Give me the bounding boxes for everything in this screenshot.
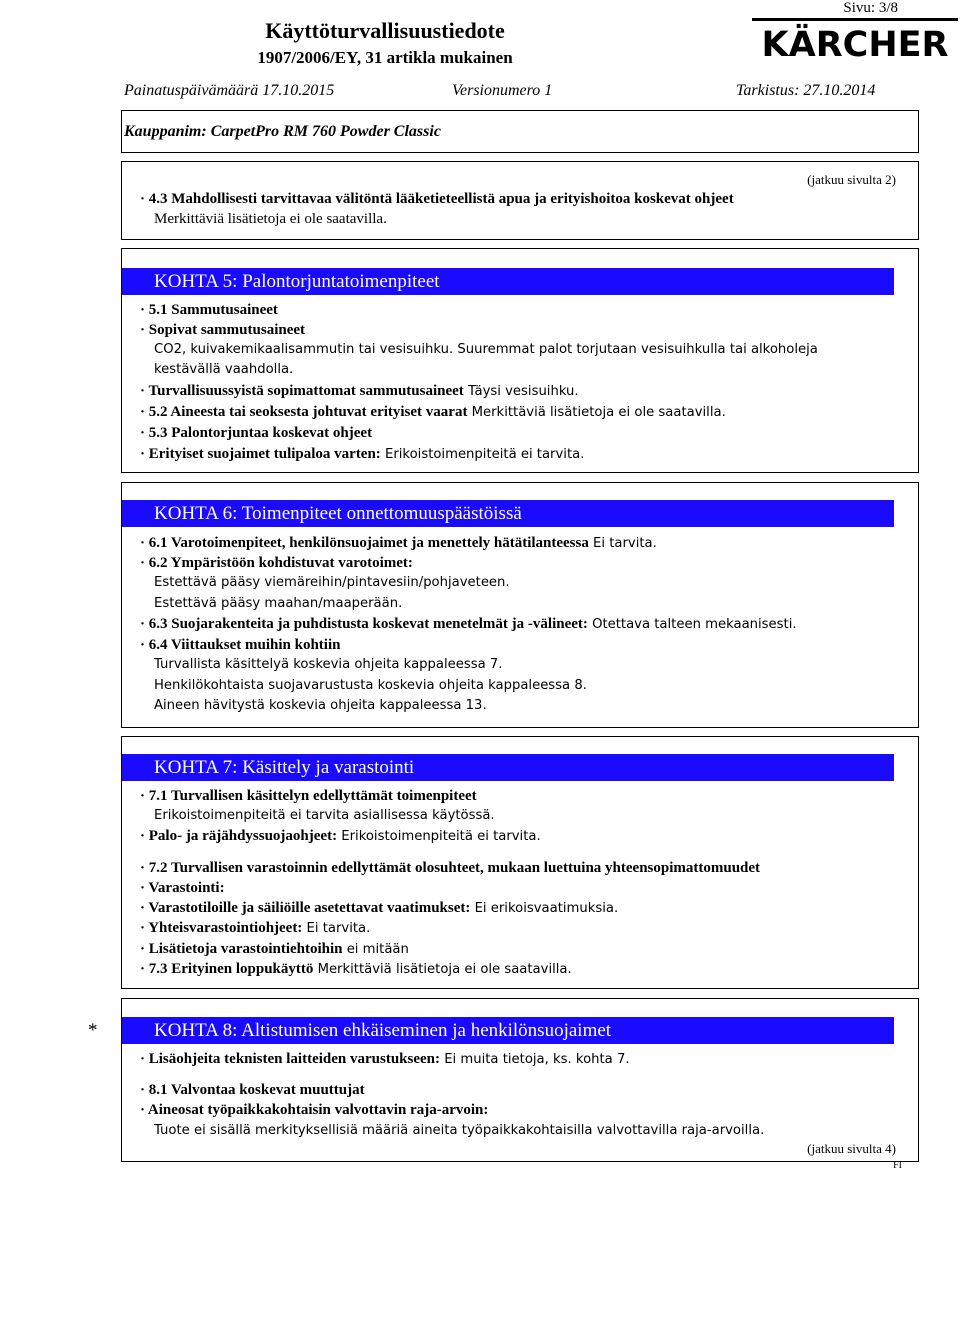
- s5-line-3: CO2, kuivakemikaalisammutin tai vesisuihku. Suuremmat palot torjutaan vesisuihkulla tai alkoholeja: [154, 342, 818, 357]
- s6-line-4: Estettävä pääsy maahan/maaperään.: [154, 596, 403, 611]
- s8-line-1: · Lisäohjeita teknisten laitteiden varustukseen: Ei muita tietoja, ks. kohta 7.: [140, 1051, 630, 1067]
- karcher-logo: [752, 18, 958, 62]
- s5-line-2: · Sopivat sammutusaineet: [140, 322, 306, 338]
- product-box: [121, 110, 919, 153]
- document-subtitle: 1907/2006/EY, 31 artikla mukainen: [257, 48, 513, 67]
- continued-from: (jatkuu sivulta 2): [807, 172, 896, 187]
- s7-line-8: · Lisätietoja varastointiehtoihin ei mitään: [140, 941, 409, 957]
- s8-line-4: Tuote ei sisällä merkityksellisiä määriä aineita työpaikkakohtaisilla valvottavilla raja-arvoilla.: [154, 1123, 765, 1138]
- product-name: Kauppanim: CarpetPro RM 760 Powder Classic: [124, 123, 441, 140]
- page-number: Sivu: 3/8: [843, 0, 898, 16]
- s7-line-5: · Varastointi:: [140, 880, 225, 896]
- s6-line-2: · 6.2 Ympäristöön kohdistuvat varotoimet:: [140, 555, 413, 571]
- logo-text: KÄRCHER: [761, 25, 949, 62]
- s6-line-1: · 6.1 Varotoimenpiteet, henkilönsuojaimet ja menettely hätätilanteessa Ei tarvita.: [140, 535, 657, 551]
- s7-line-7: · Yhteisvarastointiohjeet: Ei tarvita.: [140, 920, 371, 936]
- s5-line-5: · Turvallisuussyistä sopimattomat sammutusaineet Täysi vesisuihku.: [140, 383, 579, 399]
- s5-line-4: kestävällä vaahdolla.: [154, 362, 294, 377]
- section-7-title: KOHTA 7: Käsittely ja varastointi: [122, 754, 894, 781]
- revision-date: Tarkistus: 27.10.2014: [736, 82, 876, 99]
- change-marker: *: [88, 1020, 98, 1041]
- continued-to: (jatkuu sivulta 4): [807, 1141, 896, 1156]
- s5-line-8: · Erityiset suojaimet tulipaloa varten: Erikoistoimenpiteitä ei tarvita.: [140, 446, 585, 462]
- s6-line-8: Henkilökohtaista suojavarustusta koskevia ohjeita kappaleessa 8.: [154, 678, 587, 693]
- s7-line-9: · 7.3 Erityinen loppukäyttö Merkittäviä lisätietoja ei ole saatavilla.: [140, 961, 572, 977]
- s5-line-1: · 5.1 Sammutusaineet: [140, 302, 278, 318]
- s8-line-3: · Aineosat työpaikkakohtaisin valvottavin raja-arvoin:: [140, 1102, 489, 1118]
- section-5-title: KOHTA 5: Palontorjuntatoimenpiteet: [122, 268, 894, 295]
- s7-line-1: · 7.1 Turvallisen käsittelyn edellyttämät toimenpiteet: [140, 788, 477, 804]
- s7-line-4: · 7.2 Turvallisen varastoinnin edellyttämät olosuhteet, mukaan luettuina yhteensopimattomuudet: [140, 860, 761, 876]
- s6-line-3: Estettävä pääsy viemäreihin/pintavesiin/pohjaveteen.: [154, 575, 510, 590]
- bottom-rule: [121, 1161, 919, 1162]
- s6-line-7: Turvallista käsittelyä koskevia ohjeita kappaleessa 7.: [154, 657, 503, 672]
- s4-heading: · 4.3 Mahdollisesti tarvittavaa välitöntä lääketieteellistä apua ja erityishoitoa koskevat ohjeet: [140, 191, 734, 207]
- s7-line-6: · Varastotiloille ja säiliöille asetettavat vaatimukset: Ei erikoisvaatimuksia.: [140, 900, 619, 916]
- version: Versionumero 1: [452, 82, 553, 99]
- s6-line-6: · 6.4 Viittaukset muihin kohtiin: [140, 637, 341, 653]
- s4-text: Merkittäviä lisätietoja ei ole saatavilla.: [154, 211, 387, 227]
- s7-line-2: Erikoistoimenpiteitä ei tarvita asiallisessa käytössä.: [154, 808, 495, 823]
- print-date: Painatuspäivämäärä 17.10.2015: [124, 82, 335, 99]
- language-code: FI: [893, 1160, 902, 1171]
- s5-line-7: · 5.3 Palontorjuntaa koskevat ohjeet: [140, 425, 373, 441]
- section-6-title: KOHTA 6: Toimenpiteet onnettomuuspäästöissä: [122, 500, 894, 527]
- section-8-title: KOHTA 8: Altistumisen ehkäiseminen ja henkilönsuojaimet: [122, 1017, 894, 1044]
- s6-line-5: · 6.3 Suojarakenteita ja puhdistusta koskevat menetelmät ja -välineet: Otettava talteen mekaanisesti.: [140, 616, 797, 632]
- s7-line-3: · Palo- ja räjähdyssuojaohjeet: Erikoistoimenpiteitä ei tarvita.: [140, 828, 541, 844]
- document-title: Käyttöturvallisuustiedote: [265, 18, 505, 43]
- s6-line-9: Aineen hävitystä koskevia ohjeita kappaleessa 13.: [154, 698, 487, 713]
- s5-line-6: · 5.2 Aineesta tai seoksesta johtuvat erityiset vaarat Merkittäviä lisätietoja ei ole saatavilla.: [140, 404, 726, 420]
- s8-line-2: · 8.1 Valvontaa koskevat muuttujat: [140, 1082, 365, 1098]
